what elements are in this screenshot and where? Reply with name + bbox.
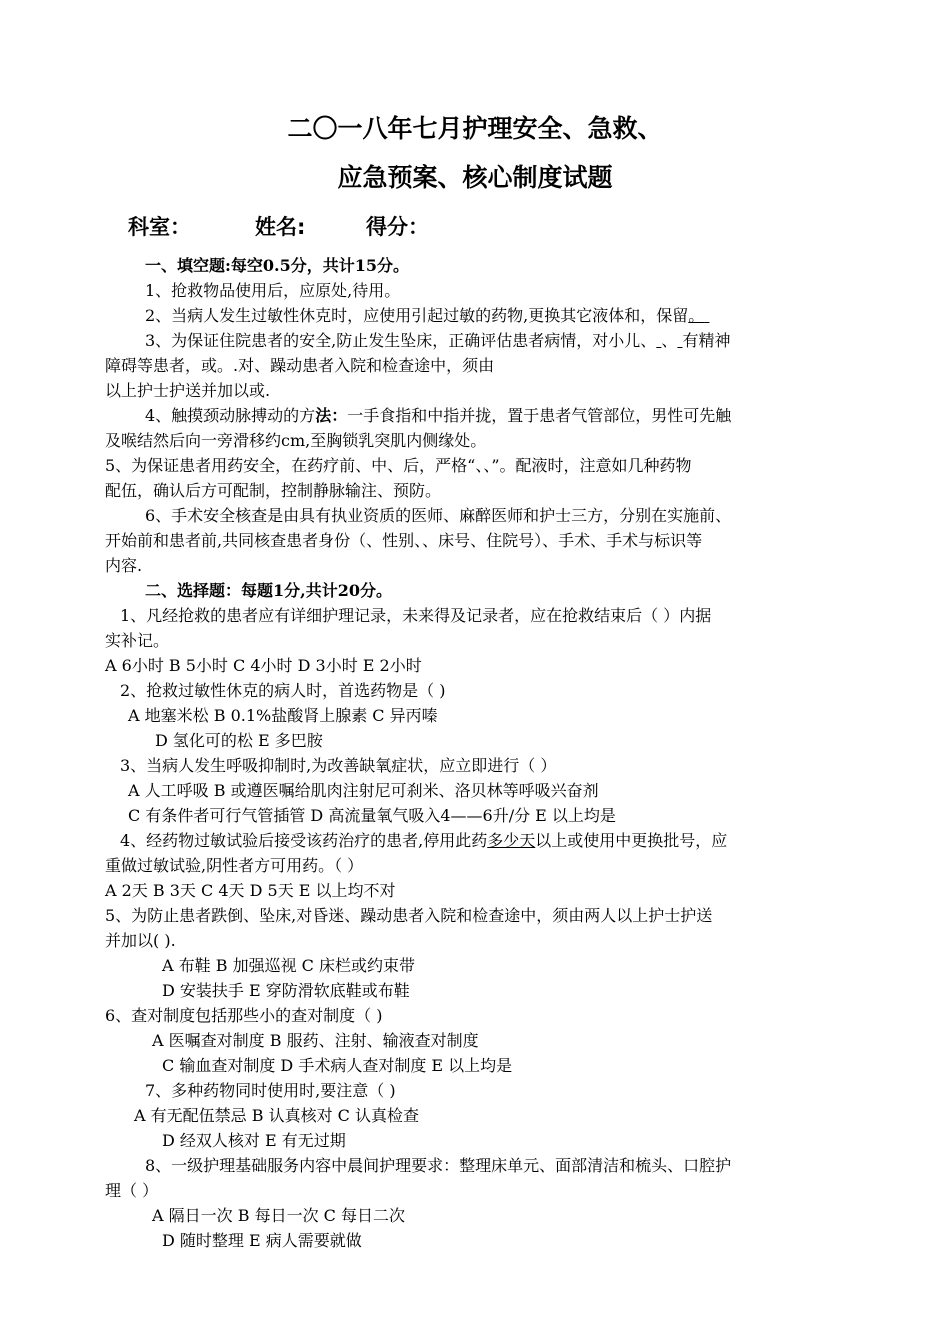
score-label: 得分： (366, 215, 429, 239)
choice-q8-options-2: D 随时整理 E 病人需要就做 (162, 1231, 362, 1250)
choice-q8-options-1: A 隔日一次 B 每日一次 C 每日二次 (152, 1206, 405, 1225)
fill-q4-line2: 及喉结然后向一旁滑移约cm,至胸锁乳突肌内侧缘处。 (105, 431, 487, 450)
choice-q2-options-1: A 地塞米松 B 0.1%盐酸肾上腺素 C 异丙嗪 (128, 706, 438, 725)
choice-q1-line2: 实补记。 (105, 631, 170, 650)
choice-q1-line1: 1、凡经抢救的患者应有详细护理记录，未来得及记录者，应在抢救结束后（ ）内据 (120, 606, 712, 625)
section-fill-heading: 一、填空题:每空0.5分，共计15分。 (145, 256, 410, 275)
choice-q5-line2: 并加以( ). (105, 931, 176, 950)
fill-q6-line1: 6、手术安全核查是由具有执业资质的医师、麻醉医师和护士三方，分别在实施前、 (145, 506, 732, 525)
choice-q3-options-2: C 有条件者可行气管插管 D 高流量氧气吸入4——6升/分 E 以上均是 (128, 806, 616, 825)
title-line-1: 二〇一八年七月护理安全、急救、 (287, 114, 663, 143)
choice-q3-options-1: A 人工呼吸 B 或遵医嘱给肌肉注射尼可刹米、洛贝林等呼吸兴奋剂 (128, 781, 599, 800)
fill-q3-line3: 以上护士护送并加以或. (105, 381, 271, 400)
choice-q7-options-1: A 有无配伍禁忌 B 认真核对 C 认真检查 (134, 1106, 419, 1125)
fill-q5-line2: 配伍，确认后方可配制，控制静脉输注、预防。 (105, 481, 442, 500)
choice-q3: 3、当病人发生呼吸抑制时,为改善缺氧症状，应立即进行（ ） (120, 756, 557, 775)
choice-q7: 7、多种药物同时使用时,要注意（ ) (145, 1081, 396, 1100)
choice-q6-options-2: C 输血查对制度 D 手术病人查对制度 E 以上均是 (162, 1056, 513, 1075)
fill-q1: 1、抢救物品使用后，应原处,待用。 (145, 281, 401, 300)
choice-q1-options: A 6小时 B 5小时 C 4小时 D 3小时 E 2小时 (105, 656, 422, 675)
choice-q7-options-2: D 经双人核对 E 有无过期 (162, 1131, 346, 1150)
fill-q5-line1: 5、为保证患者用药安全，在药疗前、中、后，严格“、、”。配液时，注意如几种药物 (105, 456, 692, 475)
choice-q2-options-2: D 氢化可的松 E 多巴胺 (155, 731, 323, 750)
name-label: 姓名: (255, 215, 306, 239)
choice-q2: 2、抢救过敏性休克的病人时，首选药物是（ ) (120, 681, 446, 700)
choice-q8-line2: 理（ ） (105, 1181, 159, 1200)
choice-q6-options-1: A 医嘱查对制度 B 服药、注射、输液查对制度 (152, 1031, 479, 1050)
choice-q5-line1: 5、为防止患者跌倒、坠床,对昏迷、躁动患者入院和检查途中，须由两人以上护士护送 (105, 906, 713, 925)
fill-q6-line2: 开始前和患者前,共同核查患者身份（、性别、、床号、住院号）、手术、手术与标识等 (105, 531, 703, 550)
choice-q4-options: A 2天 B 3天 C 4天 D 5天 E 以上均不对 (105, 881, 396, 900)
choice-q8-line1: 8、一级护理基础服务内容中晨间护理要求：整理床单元、面部清洁和梳头、口腔护 (145, 1156, 732, 1175)
fill-q2: 2、当病人发生过敏性休克时，应使用引起过敏的药物,更换其它液体和，保留。 (145, 306, 705, 325)
section-choice-heading: 二、选择题：每题1分,共计20分。 (145, 581, 392, 600)
fill-q3-line2: 障碍等患者，或。.对、躁动患者入院和检查途中，须由 (105, 356, 495, 375)
fill-q3-line1: 3、为保证住院患者的安全,防止发生坠床，正确评估患者病情，对小儿、 、 有精神 (145, 331, 731, 350)
choice-q4-line2: 重做过敏试验,阴性者方可用药。（ ） (105, 856, 364, 875)
choice-q4-line1: 4、经药物过敏试验后接受该药治疗的患者,停用此药多少天以上或使用中更换批号，应 (120, 831, 728, 850)
choice-q6: 6、查对制度包括那些小的查对制度（ ) (105, 1006, 383, 1025)
title-line-2: 应急预案、核心制度试题 (337, 163, 613, 192)
fill-q4-line1: 4、触摸颈动脉搏动的方法：一手食指和中指并拢，置于患者气管部位，男性可先触 (145, 406, 732, 425)
choice-q5-options-2: D 安装扶手 E 穿防滑软底鞋或布鞋 (162, 981, 410, 1000)
dept-label: 科室： (128, 215, 191, 239)
fill-q6-line3: 内容. (105, 556, 143, 575)
choice-q5-options-1: A 布鞋 B 加强巡视 C 床栏或约束带 (162, 956, 415, 975)
